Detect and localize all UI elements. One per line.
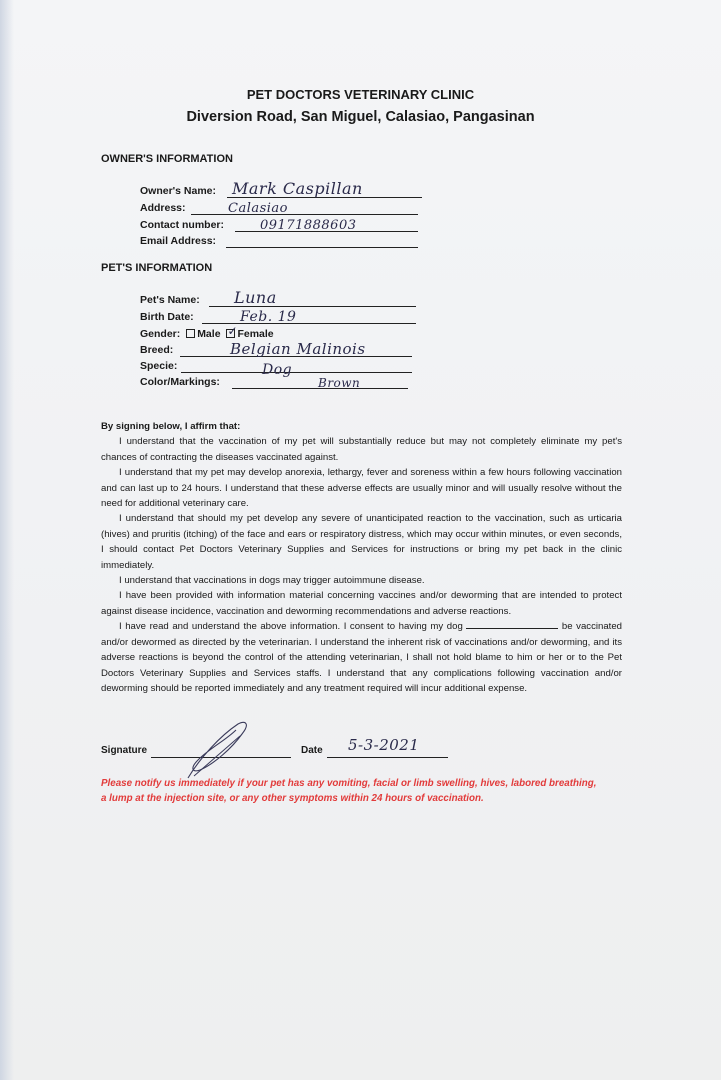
consent-paragraph-6a: I have read and understand the above information. I consent to having my dog [119, 621, 463, 633]
consent-paragraph-4: I understand that vaccinations in dogs may trigger autoimmune disease. [119, 575, 425, 587]
consent-paragraph-5: I have been provided with information material concerning vaccines and/or deworming that are intended to protect against disease incidence, vaccination and deworming recommendations and adverse reactions. [101, 590, 622, 617]
consent-paragraph-3: I understand that should my pet develop any severe of unanticipated reaction to the vaccination, such as urticaria (hives) and pruritis (itching) of the face and ears or respiratory distress, which may occur within minutes, or even seconds, I should contact Pet Doctors Veterinary Supplies and Services for instructions or bring my pet back in the clinic immediately. [101, 513, 622, 571]
owner-contact-value: 09171888603 [260, 218, 357, 233]
signature-label: Signature [101, 745, 148, 756]
dog-name-blank[interactable] [466, 619, 558, 629]
red-notice: Please notify us immediately if your pet has any vomiting, facial or limb swelling, hives, labored breathing, a lump at the injection site, or any other symptoms within 24 hours of vaccination. [101, 778, 597, 805]
date-line[interactable] [327, 757, 448, 758]
gender-female-checkbox[interactable] [226, 324, 238, 338]
owner-email-line [226, 247, 418, 248]
pet-gender-label: Gender: [140, 328, 181, 340]
consent-intro: By signing below, I affirm that: [101, 421, 241, 432]
gender-male-checkbox[interactable] [186, 329, 195, 338]
owner-contact-label: Contact number: [140, 219, 224, 231]
consent-paragraph-2: I understand that my pet may develop anorexia, lethargy, fever and soreness within a few hours following vaccination and can last up to 24 hours. I understand that these adverse effects are usually minor and will usually resolve without the need for additional veterinary care. [101, 467, 622, 510]
owner-address-field [140, 199, 425, 215]
owner-name-value: Mark Caspillan [232, 179, 363, 198]
page-edge-shadow [0, 0, 14, 1080]
pet-specie-value: Dog [262, 362, 293, 378]
pet-name-value: Luna [234, 288, 277, 307]
consent-text [101, 419, 622, 696]
pet-color-value: Brown [318, 376, 361, 390]
check-mark-icon: ✓ [227, 324, 238, 338]
pet-breed-value: Belgian Malinois [230, 340, 366, 358]
owner-name-field [140, 179, 425, 198]
clinic-name: PET DOCTORS VETERINARY CLINIC [246, 87, 475, 102]
consent-paragraph-6b: be vaccinated and/or dewormed as directed by the veterinarian. I understand the inherent risk of vaccinations and/or deworming, and its adverse reactions is beyond the control of the attending veterinarian, I shall not hold blame to him or her or to the Pet Doctors Veterinary Supplies and Services staffs. I understand that any complications following vaccination and/or deworming should be reported immediately and any treatment required will incur additional expense. [101, 621, 623, 694]
signature-scribble [180, 718, 260, 783]
clinic-address: Diversion Road, San Miguel, Calasiao, Pangasinan [186, 109, 535, 125]
date-label: Date [301, 745, 323, 756]
pet-specie-field [140, 357, 420, 378]
owner-name-label: Owner's Name: [140, 185, 217, 197]
owner-address-value: Calasiao [228, 201, 289, 216]
pet-birth-value: Feb. 19 [240, 309, 297, 325]
pet-name-field [140, 288, 420, 307]
pet-breed-field [140, 341, 420, 357]
pet-specie-label: Specie: [140, 360, 178, 372]
gender-female-label: Female [237, 328, 274, 340]
owner-email-field [140, 232, 425, 248]
pet-color-field [140, 373, 420, 389]
pet-gender-field [140, 325, 420, 341]
owner-address-line [191, 214, 418, 215]
owner-section-title: OWNER'S INFORMATION [101, 153, 233, 165]
pet-color-label: Color/Markings: [140, 376, 220, 388]
owner-contact-field [140, 216, 425, 232]
pet-birth-field [140, 308, 420, 324]
gender-male-label: Male [197, 328, 221, 340]
consent-paragraph-6 [101, 619, 622, 696]
pet-section-title: PET'S INFORMATION [101, 262, 213, 274]
pet-breed-label: Breed: [140, 344, 174, 356]
owner-email-label: Email Address: [140, 235, 217, 247]
pet-birth-label: Birth Date: [140, 311, 194, 323]
date-value: 5-3-2021 [348, 736, 420, 754]
owner-address-label: Address: [140, 202, 186, 214]
consent-paragraph-1: I understand that the vaccination of my pet will substantially reduce but may not completely eliminate my pet's chances of contracting the diseases vaccinated against. [101, 436, 622, 463]
pet-name-label: Pet's Name: [140, 294, 200, 306]
